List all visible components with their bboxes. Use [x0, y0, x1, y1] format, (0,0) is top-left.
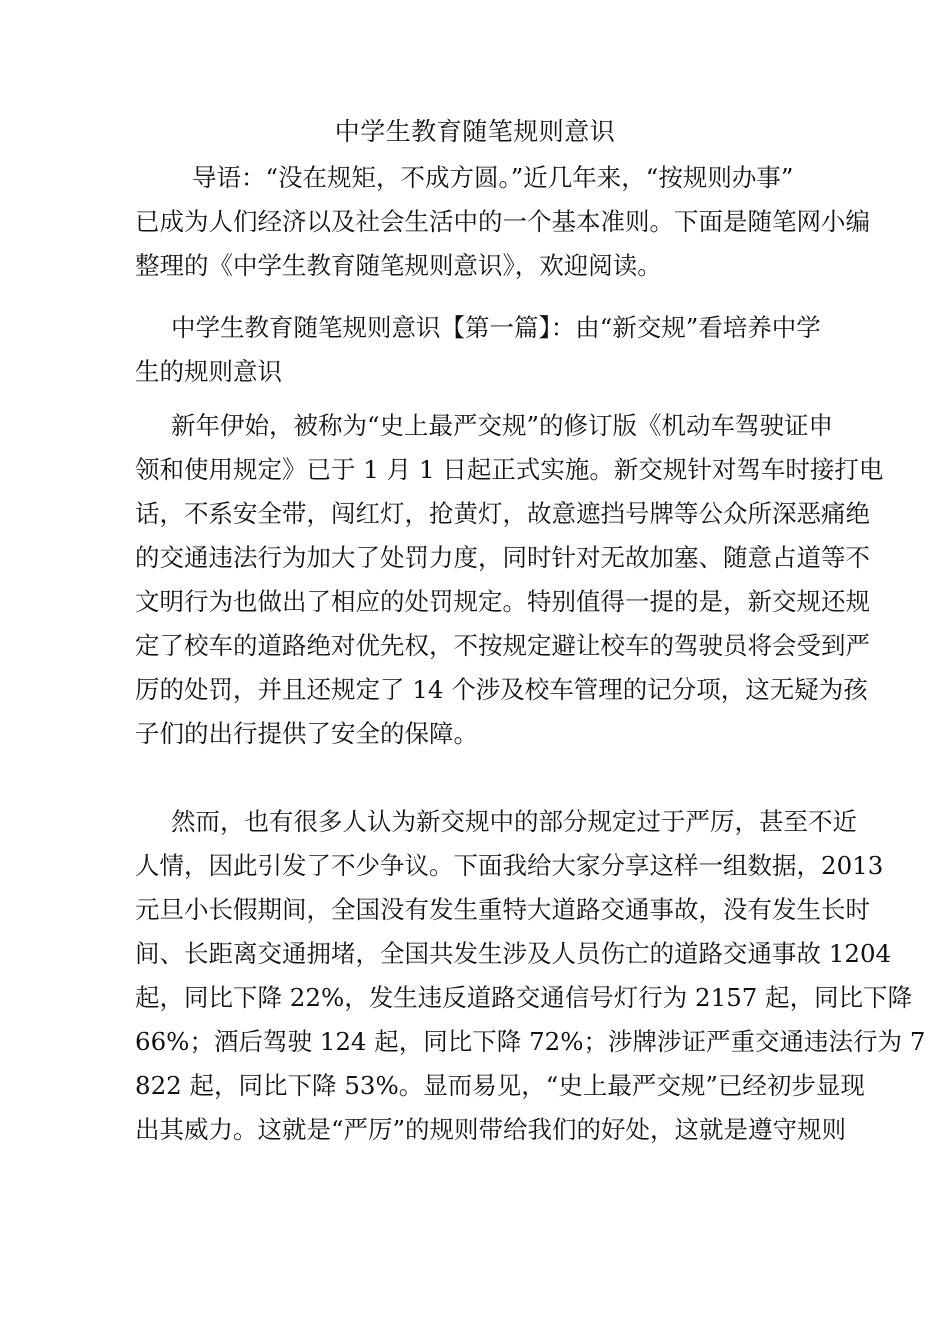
text-line: 822 起，同比下降 53%。显而易见，“史上最严交规”已经初步显现: [135, 1071, 865, 1100]
text-line: 导语：“没在规矩，不成方圆。”近几年来，“按规则办事”: [192, 163, 794, 192]
text-line: 已成为人们经济以及社会生活中的一个基本准则。下面是随笔网小编: [135, 207, 870, 236]
text-line: 人情，因此引发了不少争议。下面我给大家分享这样一组数据，2013: [135, 851, 884, 880]
intro-paragraph: [135, 156, 870, 288]
body-paragraph-2: [135, 800, 926, 1152]
text-line: 中学生教育随笔规则意识【第一篇】：由“新交规”看培养中学: [171, 313, 821, 342]
text-line: 整理的《中学生教育随笔规则意识》，欢迎阅读。: [135, 251, 662, 280]
text-line: 子们的出行提供了安全的保障。: [135, 719, 478, 748]
text-line: 间、长距离交通拥堵，全国共发生涉及人员伤亡的道路交通事故 1204: [135, 939, 892, 968]
text-line: 话，不系安全带，闯红灯，抢黄灯，故意遮挡号牌等公众所深恶痛绝: [135, 499, 870, 528]
text-line: 生的规则意识: [135, 357, 282, 386]
text-line: 66%；酒后驾驶 124 起，同比下降 72%；涉牌涉证严重交通违法行为 7: [135, 1027, 926, 1056]
text-line: 定了校车的道路绝对优先权，不按规定避让校车的驾驶员将会受到严: [135, 631, 870, 660]
text-line: 的交通违法行为加大了处罚力度，同时针对无故加塞、随意占道等不: [135, 543, 870, 572]
text-line: 出其威力。这就是“严厉”的规则带给我们的好处，这就是遵守规则: [135, 1115, 847, 1144]
text-line: 厉的处罚，并且还规定了 14 个涉及校车管理的记分项，这无疑为孩: [135, 675, 868, 704]
body-paragraph-1: [135, 404, 884, 756]
section-heading: [135, 306, 839, 394]
text-line: 文明行为也做出了相应的处罚规定。特别值得一提的是，新交规还规: [135, 587, 870, 616]
text-line: 起，同比下降 22%，发生违反道路交通信号灯行为 2157 起，同比下降: [135, 983, 913, 1012]
text-line: 然而，也有很多人认为新交规中的部分规定过于严厉，甚至不近: [171, 807, 857, 836]
text-line: 新年伊始，被称为“史上最严交规”的修订版《机动车驾驶证申: [171, 411, 834, 440]
text-line: 元旦小长假期间，全国没有发生重特大道路交通事故，没有发生长时: [135, 895, 870, 924]
document-title: 中学生教育随笔规则意识: [334, 117, 616, 146]
text-line: 领和使用规定》已于 1 月 1 日起正式实施。新交规针对驾车时接打电: [135, 455, 884, 484]
